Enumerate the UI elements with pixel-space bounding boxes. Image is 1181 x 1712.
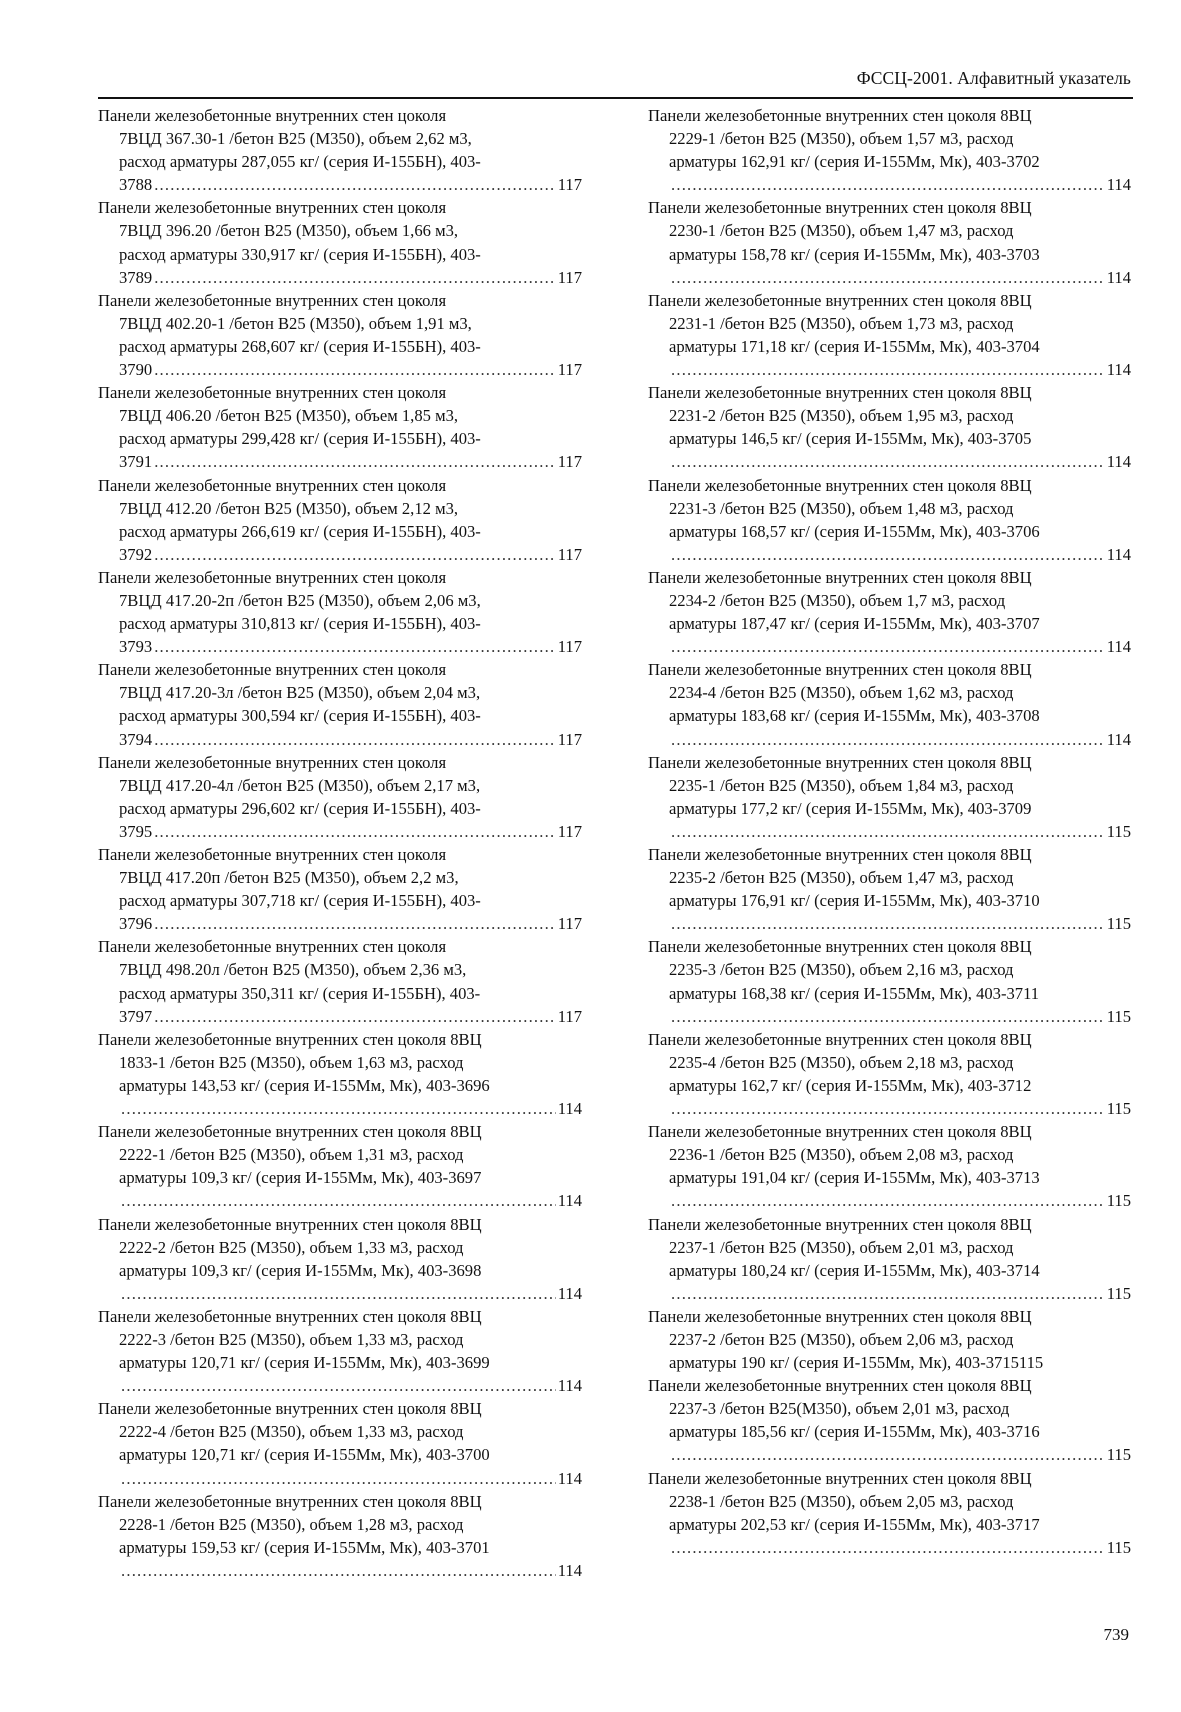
dot-leader	[671, 1005, 1105, 1028]
index-entry	[98, 658, 582, 750]
entry-page-ref: 114	[1106, 452, 1131, 472]
index-entry	[648, 104, 1131, 196]
entry-leader-line	[648, 173, 1131, 196]
entry-text-line: арматуры 180,24 кг/ (серия И-155Мм, Мк), 403-3714	[669, 1260, 1040, 1280]
entry-leader-line	[98, 912, 582, 935]
entry-page-ref: 115	[1106, 1445, 1131, 1465]
dot-leader	[671, 635, 1105, 658]
entry-text-line: 2222-4 /бетон В25 (М350), объем 1,33 м3, расход	[119, 1422, 464, 1442]
entry-leader-line	[98, 543, 582, 566]
dot-leader	[121, 1467, 556, 1490]
entry-text-line: арматуры 183,68 кг/ (серия И-155Мм, Мк), 403-3708	[669, 706, 1040, 726]
entry-page-ref: 117	[557, 729, 582, 749]
index-entry	[98, 289, 582, 381]
entry-text-line: расход арматуры 296,602 кг/ (серия И-155БН), 403-	[119, 798, 481, 818]
entry-heading: Панели железобетонные внутренних стен цоколя 8ВЦ	[648, 1376, 1032, 1396]
entry-text-line: 2235-2 /бетон В25 (М350), объем 1,47 м3, расход	[669, 868, 1014, 888]
entry-page-ref: 115	[1106, 1191, 1131, 1211]
entry-text-line: расход арматуры 287,055 кг/ (серия И-155БН), 403-	[119, 152, 481, 172]
entry-heading: Панели железобетонные внутренних стен цоколя	[98, 383, 447, 403]
entry-tail-code: 3791	[119, 452, 153, 472]
entry-tail-code: 3796	[119, 914, 153, 934]
entry-leader-line	[98, 635, 582, 658]
entry-text-line: расход арматуры 299,428 кг/ (серия И-155БН), 403-	[119, 429, 481, 449]
index-entry	[648, 1120, 1131, 1212]
entry-text-line: 2222-2 /бетон В25 (М350), объем 1,33 м3, расход	[119, 1237, 464, 1257]
dot-leader	[671, 1443, 1105, 1466]
entry-text-line: арматуры 143,53 кг/ (серия И-155Мм, Мк), 403-3696	[119, 1075, 490, 1095]
entry-text-line: арматуры 162,91 кг/ (серия И-155Мм, Мк), 403-3702	[669, 152, 1040, 172]
entry-text-line: 2228-1 /бетон В25 (М350), объем 1,28 м3, расход	[119, 1514, 464, 1534]
entry-tail-code: 3790	[119, 360, 153, 380]
entry-heading: Панели железобетонные внутренних стен цоколя 8ВЦ	[648, 290, 1032, 310]
running-header: ФССЦ-2001. Алфавитный указатель	[856, 68, 1131, 88]
entry-page-ref: 115	[1106, 1283, 1131, 1303]
index-entry	[98, 1028, 582, 1120]
entry-page-ref: 114	[1106, 729, 1131, 749]
entry-heading: Панели железобетонные внутренних стен цоколя 8ВЦ	[648, 198, 1032, 218]
entry-leader-line	[648, 1097, 1131, 1120]
entry-leader-line	[648, 1443, 1131, 1466]
index-entry	[648, 381, 1131, 473]
dot-leader	[671, 173, 1105, 196]
entry-page-ref: 117	[557, 821, 582, 841]
index-entry	[98, 1305, 582, 1397]
entry-heading: Панели железобетонные внутренних стен цоколя 8ВЦ	[98, 1491, 482, 1511]
entry-text-line: 2237-3 /бетон В25(М350), объем 2,01 м3, расход	[669, 1399, 1010, 1419]
dot-leader	[121, 1374, 556, 1397]
entry-page-ref: 114	[557, 1376, 582, 1396]
dot-leader	[121, 1097, 556, 1120]
entry-heading: Панели железобетонные внутренних стен цоколя 8ВЦ	[648, 1306, 1032, 1326]
entry-heading: Панели железобетонные внутренних стен цоколя 8ВЦ	[648, 937, 1032, 957]
entry-page-ref: 114	[557, 1099, 582, 1119]
entry-text-line: арматуры 146,5 кг/ (серия И-155Мм, Мк), 403-3705	[669, 429, 1032, 449]
entry-leader-line	[648, 1282, 1131, 1305]
entry-leader-line	[648, 358, 1131, 381]
dot-leader	[671, 1189, 1105, 1212]
entry-heading: Панели железобетонные внутренних стен цоколя	[98, 567, 447, 587]
entry-text-line: арматуры 159,53 кг/ (серия И-155Мм, Мк), 403-3701	[119, 1537, 490, 1557]
entry-text-line: 7ВЦД 396.20 /бетон В25 (М350), объем 1,66 м3,	[119, 221, 459, 241]
dot-leader	[671, 820, 1105, 843]
entry-text-line: арматуры 162,7 кг/ (серия И-155Мм, Мк), 403-3712	[669, 1075, 1032, 1095]
index-entry	[98, 474, 582, 566]
index-entry	[98, 1490, 582, 1582]
entry-tail-code: 3793	[119, 637, 153, 657]
entry-text-line: арматуры 171,18 кг/ (серия И-155Мм, Мк), 403-3704	[669, 336, 1040, 356]
entry-page-ref: 117	[557, 1006, 582, 1026]
dot-leader	[671, 543, 1105, 566]
entry-heading: Панели железобетонные внутренних стен цоколя 8ВЦ	[98, 1122, 482, 1142]
entry-leader-line	[98, 450, 582, 473]
entry-page-ref: 114	[557, 1560, 582, 1580]
index-entry	[648, 1028, 1131, 1120]
index-entry	[98, 104, 582, 196]
entry-text-line: 2236-1 /бетон В25 (М350), объем 2,08 м3, расход	[669, 1145, 1014, 1165]
entry-page-ref: 117	[557, 360, 582, 380]
entry-page-ref: 114	[1106, 175, 1131, 195]
index-entry	[648, 843, 1131, 935]
entry-heading: Панели железобетонные внутренних стен цоколя 8ВЦ	[648, 1029, 1032, 1049]
entry-heading: Панели железобетонные внутренних стен цоколя 8ВЦ	[648, 660, 1032, 680]
entry-page-ref: 114	[1106, 360, 1131, 380]
dot-leader	[671, 912, 1105, 935]
entry-text-line: расход арматуры 310,813 кг/ (серия И-155БН), 403-	[119, 614, 481, 634]
entry-page-ref: 115	[1106, 1006, 1131, 1026]
dot-leader	[121, 1559, 556, 1582]
entry-leader-line	[98, 1282, 582, 1305]
entry-text-line: арматуры 109,3 кг/ (серия И-155Мм, Мк), 403-3697	[119, 1168, 482, 1188]
entry-heading: Панели железобетонные внутренних стен цоколя	[98, 475, 447, 495]
index-entry	[648, 196, 1131, 288]
entry-tail-code: 3792	[119, 544, 153, 564]
entry-text-line: 2231-2 /бетон В25 (М350), объем 1,95 м3, расход	[669, 406, 1014, 426]
entry-page-ref: 117	[557, 914, 582, 934]
entry-page-ref: 114	[557, 1468, 582, 1488]
entry-text-line: 1833-1 /бетон В25 (М350), объем 1,63 м3, расход	[119, 1052, 464, 1072]
entry-text-line: 2238-1 /бетон В25 (М350), объем 2,05 м3, расход	[669, 1491, 1014, 1511]
entry-tail-code: 3789	[119, 267, 153, 287]
index-entry	[648, 1374, 1131, 1466]
entry-heading: Панели железобетонные внутренних стен цоколя 8ВЦ	[98, 1214, 482, 1234]
entry-text-line: 7ВЦД 417.20-3л /бетон В25 (М350), объем 2,04 м3,	[119, 683, 481, 703]
entry-leader-line	[98, 1005, 582, 1028]
entry-text-line: 7ВЦД 402.20-1 /бетон В25 (М350), объем 1,91 м3,	[119, 313, 472, 333]
entry-text-line: арматуры 158,78 кг/ (серия И-155Мм, Мк), 403-3703	[669, 244, 1040, 264]
entry-text-line: арматуры 109,3 кг/ (серия И-155Мм, Мк), 403-3698	[119, 1260, 482, 1280]
dot-leader	[671, 450, 1105, 473]
entry-tail-code: 3795	[119, 821, 153, 841]
index-entry	[98, 1397, 582, 1489]
entry-heading: Панели железобетонные внутренних стен цоколя	[98, 845, 447, 864]
entry-leader-line	[98, 1559, 582, 1582]
entry-text-line: 7ВЦД 498.20л /бетон В25 (М350), объем 2,36 м3,	[119, 960, 467, 980]
entry-heading: Панели железобетонные внутренних стен цоколя	[98, 660, 447, 680]
entry-page-ref: 117	[557, 175, 582, 195]
entry-leader-line	[98, 358, 582, 381]
dot-leader	[671, 1282, 1105, 1305]
entry-text-line: расход арматуры 266,619 кг/ (серия И-155БН), 403-	[119, 521, 481, 541]
index-entry	[98, 381, 582, 473]
entry-page-ref: 117	[557, 637, 582, 657]
index-entry	[648, 289, 1131, 381]
entry-text-line: 7ВЦД 412.20 /бетон В25 (М350), объем 2,12 м3,	[119, 498, 459, 518]
entry-text-line: арматуры 168,57 кг/ (серия И-155Мм, Мк), 403-3706	[669, 521, 1040, 541]
dot-leader	[671, 1097, 1105, 1120]
entry-text-line: 2231-3 /бетон В25 (М350), объем 1,48 м3, расход	[669, 498, 1014, 518]
dot-leader	[154, 728, 556, 751]
entry-heading: Панели железобетонные внутренних стен цоколя 8ВЦ	[648, 1468, 1032, 1488]
entry-text-line: расход арматуры 350,311 кг/ (серия И-155БН), 403-	[119, 983, 481, 1003]
entry-heading: Панели железобетонные внутренних стен цоколя 8ВЦ	[98, 1399, 482, 1419]
dot-leader	[671, 266, 1105, 289]
index-entry	[648, 751, 1131, 843]
entry-heading: Панели железобетонные внутренних стен цоколя 8ВЦ	[98, 1029, 482, 1049]
entry-text-line: арматуры 168,38 кг/ (серия И-155Мм, Мк), 403-3711	[669, 983, 1040, 1003]
entry-leader-line	[648, 912, 1131, 935]
dot-leader	[154, 358, 556, 381]
index-entry	[98, 566, 582, 658]
entry-text-line: 7ВЦД 417.20-2п /бетон В25 (М350), объем 2,06 м3,	[119, 590, 481, 610]
entry-page-ref: 117	[557, 267, 582, 287]
entry-heading: Панели железобетонные внутренних стен цоколя 8ВЦ	[648, 106, 1032, 125]
entry-heading: Панели железобетонные внутренних стен цоколя 8ВЦ	[98, 1306, 482, 1326]
entry-heading: Панели железобетонные внутренних стен цоколя	[98, 290, 447, 310]
entry-text-line: 2235-4 /бетон В25 (М350), объем 2,18 м3, расход	[669, 1052, 1014, 1072]
index-column-left	[98, 104, 582, 1582]
entry-tail-code: 3797	[119, 1006, 153, 1026]
dot-leader	[154, 543, 556, 566]
index-entry	[648, 1467, 1131, 1559]
index-entry	[648, 658, 1131, 750]
dot-leader	[121, 1282, 556, 1305]
entry-tail-code: 3788	[119, 175, 153, 195]
entry-text-line: арматуры 191,04 кг/ (серия И-155Мм, Мк), 403-3713	[669, 1168, 1040, 1188]
entry-page-ref: 114	[1106, 637, 1131, 657]
entry-page-ref: 114	[557, 1283, 582, 1303]
entry-text-line: 2235-1 /бетон В25 (М350), объем 1,84 м3, расход	[669, 775, 1014, 795]
entry-page-ref: 115	[1106, 1099, 1131, 1119]
dot-leader	[121, 1189, 556, 1212]
entry-text-line: 2234-2 /бетон В25 (М350), объем 1,7 м3, расход	[669, 590, 1006, 610]
entry-page-ref: 114	[1106, 267, 1131, 287]
dot-leader	[154, 173, 556, 196]
dot-leader	[671, 358, 1105, 381]
entry-page-ref: 115	[1106, 914, 1131, 934]
entry-page-ref: 115	[1106, 821, 1131, 841]
entry-heading: Панели железобетонные внутренних стен цоколя 8ВЦ	[648, 752, 1032, 772]
entry-text-line: арматуры 176,91 кг/ (серия И-155Мм, Мк), 403-3710	[669, 891, 1040, 911]
index-entry	[648, 566, 1131, 658]
entry-text-line: 2237-2 /бетон В25 (М350), объем 2,06 м3, расход	[669, 1329, 1014, 1349]
entry-page-ref: 117	[557, 452, 582, 472]
entry-leader-line	[648, 450, 1131, 473]
entry-text-line: арматуры 120,71 кг/ (серия И-155Мм, Мк), 403-3700	[119, 1445, 490, 1465]
entry-leader-line	[648, 543, 1131, 566]
index-entry	[648, 1213, 1131, 1305]
entry-heading: Панели железобетонные внутренних стен цоколя 8ВЦ	[648, 567, 1032, 587]
entry-heading: Панели железобетонные внутренних стен цоколя 8ВЦ	[648, 383, 1032, 403]
index-entry	[98, 1120, 582, 1212]
entry-leader-line	[98, 1467, 582, 1490]
entry-text-line: расход арматуры 300,594 кг/ (серия И-155БН), 403-	[119, 706, 481, 726]
entry-heading: Панели железобетонные внутренних стен цоколя 8ВЦ	[648, 475, 1032, 495]
index-entry	[648, 935, 1131, 1027]
entry-text-line: расход арматуры 307,718 кг/ (серия И-155БН), 403-	[119, 891, 481, 911]
dot-leader	[154, 266, 556, 289]
index-column-right	[648, 104, 1131, 1559]
index-entry	[98, 843, 582, 935]
entry-leader-line	[648, 1536, 1131, 1559]
entry-leader-line	[648, 1005, 1131, 1028]
entry-leader-line	[98, 820, 582, 843]
entry-text-line: арматуры 185,56 кг/ (серия И-155Мм, Мк), 403-3716	[669, 1422, 1040, 1442]
entry-text-line: арматуры 202,53 кг/ (серия И-155Мм, Мк), 403-3717	[669, 1514, 1040, 1534]
entry-heading: Панели железобетонные внутренних стен цоколя	[98, 752, 447, 772]
entry-leader-line	[98, 1189, 582, 1212]
entry-text-line: 7ВЦД 367.30-1 /бетон В25 (М350), объем 2,62 м3,	[119, 129, 472, 149]
dot-leader	[671, 728, 1105, 751]
entry-text-line: 2235-3 /бетон В25 (М350), объем 2,16 м3, расход	[669, 960, 1014, 980]
entry-text-line: арматуры 177,2 кг/ (серия И-155Мм, Мк), 403-3709	[669, 798, 1032, 818]
entry-leader-line	[98, 173, 582, 196]
entry-leader-line	[98, 1097, 582, 1120]
dot-leader	[154, 1005, 556, 1028]
entry-heading: Панели железобетонные внутренних стен цоколя	[98, 198, 447, 218]
index-entry	[648, 474, 1131, 566]
entry-heading: Панели железобетонные внутренних стен цоколя 8ВЦ	[648, 1122, 1032, 1142]
entry-leader-line	[648, 635, 1131, 658]
dot-leader	[154, 820, 556, 843]
entry-leader-line	[648, 1189, 1131, 1212]
dot-leader	[671, 1536, 1105, 1559]
entry-heading: Панели железобетонные внутренних стен цоколя	[98, 106, 447, 125]
entry-text-line: 2231-1 /бетон В25 (М350), объем 1,73 м3, расход	[669, 313, 1014, 333]
entry-text-line: арматуры 190 кг/ (серия И-155Мм, Мк), 403-3715115	[669, 1353, 1044, 1373]
index-entry	[648, 1305, 1131, 1374]
entry-text-line: арматуры 120,71 кг/ (серия И-155Мм, Мк), 403-3699	[119, 1353, 490, 1373]
entry-text-line: расход арматуры 330,917 кг/ (серия И-155БН), 403-	[119, 244, 481, 264]
dot-leader	[154, 450, 556, 473]
entry-text-line: 7ВЦД 406.20 /бетон В25 (М350), объем 1,85 м3,	[119, 406, 459, 426]
entry-tail-code: 3794	[119, 729, 153, 749]
entry-heading: Панели железобетонные внутренних стен цоколя 8ВЦ	[648, 1214, 1032, 1234]
entry-text-line: 7ВЦД 417.20-4л /бетон В25 (М350), объем 2,17 м3,	[119, 775, 481, 795]
dot-leader	[154, 912, 556, 935]
dot-leader	[154, 635, 556, 658]
index-entry	[98, 935, 582, 1027]
entry-text-line: 2229-1 /бетон В25 (М350), объем 1,57 м3, расход	[669, 129, 1014, 149]
entry-leader-line	[98, 1374, 582, 1397]
entry-leader-line	[98, 728, 582, 751]
index-entry	[98, 1213, 582, 1305]
index-entry	[98, 196, 582, 288]
index-entry	[98, 751, 582, 843]
page-number: 739	[1103, 1625, 1129, 1644]
entry-page-ref: 115	[1106, 1537, 1131, 1557]
entry-heading: Панели железобетонные внутренних стен цоколя 8ВЦ	[648, 845, 1032, 864]
entry-page-ref: 114	[1106, 544, 1131, 564]
entry-text-line: 2237-1 /бетон В25 (М350), объем 2,01 м3, расход	[669, 1237, 1014, 1257]
header-rule	[98, 97, 1133, 99]
entry-text-line: 2222-3 /бетон В25 (М350), объем 1,33 м3, расход	[119, 1329, 464, 1349]
entry-heading: Панели железобетонные внутренних стен цоколя	[98, 937, 447, 957]
entry-page-ref: 117	[557, 544, 582, 564]
entry-leader-line	[648, 728, 1131, 751]
entry-leader-line	[648, 820, 1131, 843]
entry-text-line: 7ВЦД 417.20п /бетон В25 (М350), объем 2,2 м3,	[119, 868, 459, 888]
entry-leader-line	[648, 266, 1131, 289]
entry-text-line: расход арматуры 268,607 кг/ (серия И-155БН), 403-	[119, 336, 481, 356]
entry-page-ref: 114	[557, 1191, 582, 1211]
entry-leader-line	[98, 266, 582, 289]
entry-text-line: 2222-1 /бетон В25 (М350), объем 1,31 м3, расход	[119, 1145, 464, 1165]
entry-text-line: 2234-4 /бетон В25 (М350), объем 1,62 м3, расход	[669, 683, 1014, 703]
entry-text-line: арматуры 187,47 кг/ (серия И-155Мм, Мк), 403-3707	[669, 614, 1040, 634]
entry-text-line: 2230-1 /бетон В25 (М350), объем 1,47 м3, расход	[669, 221, 1014, 241]
